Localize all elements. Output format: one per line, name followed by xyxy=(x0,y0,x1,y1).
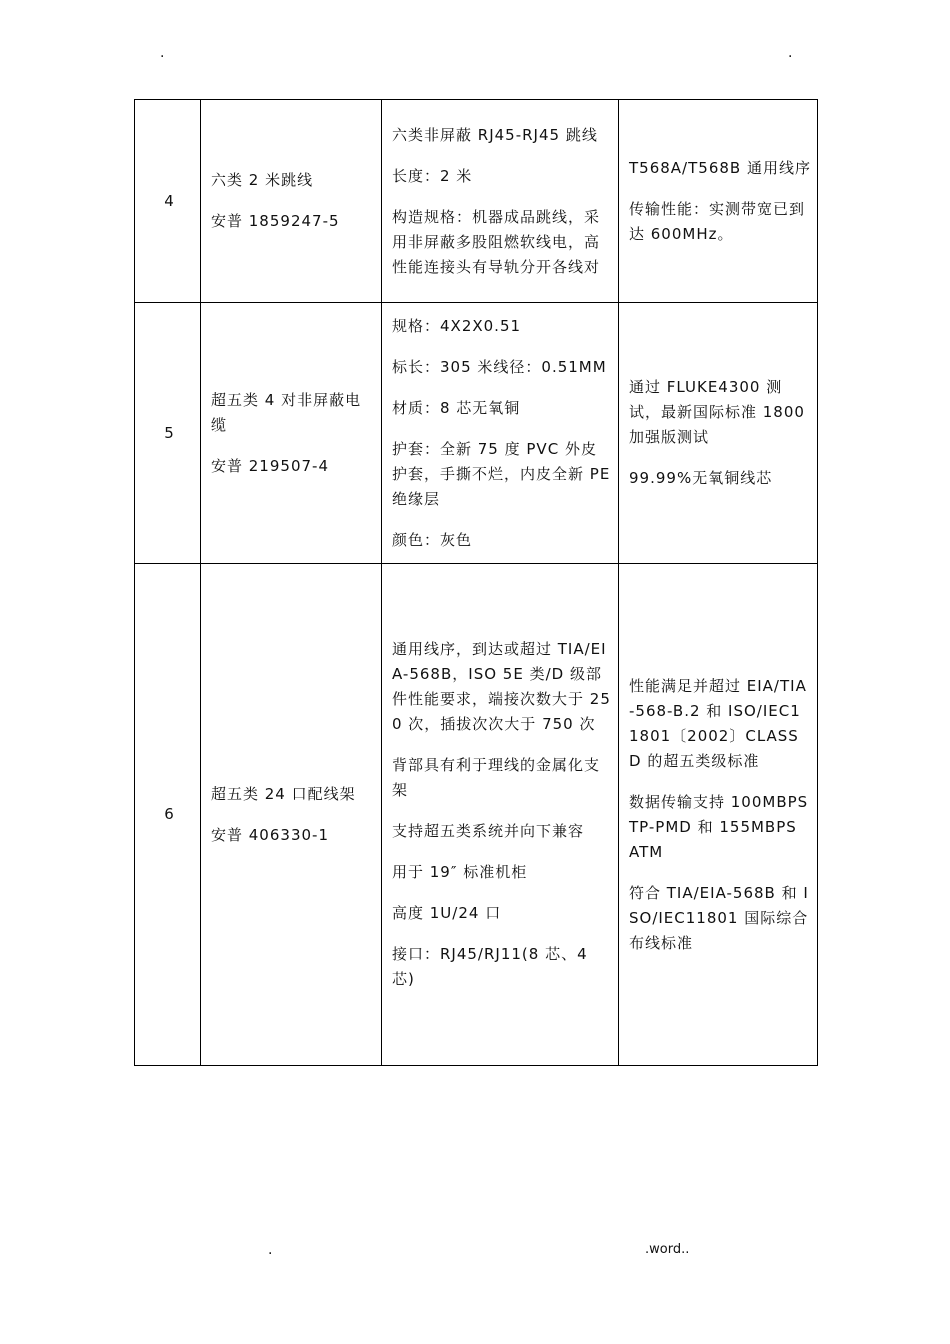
product-spec-table xyxy=(134,99,818,1066)
performance-line: 通过 FLUKE4300 测试，最新国际标准 1800 加强版测试 xyxy=(629,378,805,446)
product-name: 超五类 4 对非屏蔽电缆 xyxy=(211,390,362,434)
performance-line: 性能满足并超过 EIA/TIA-568-B.2 和 ISO/IEC11801〔2002〕CLASS D 的超五类级标准 xyxy=(629,676,807,770)
spec-line: 高度 1U/24 口 xyxy=(392,904,502,922)
row-number: 5 xyxy=(135,303,201,564)
spec-line: 材质：8 芯无氧铜 xyxy=(392,398,521,417)
product-name-cell xyxy=(201,100,382,303)
spec-line: 接口：RJ45/RJ11(8 芯、4 芯) xyxy=(392,945,588,988)
spec-line: 构造规格：机器成品跳线，采用非屏蔽多股阻燃软线电，高性能连接头有导轨分开各线对 xyxy=(392,207,601,276)
row-number: 6 xyxy=(135,564,201,1066)
table-row xyxy=(135,303,818,564)
footer-left-mark: . xyxy=(268,1242,273,1258)
spec-line: 标长：305 米线径：0.51MM xyxy=(392,357,607,376)
spec-line: 长度：2 米 xyxy=(392,166,473,185)
spec-line: 用于 19″ 标准机柜 xyxy=(392,863,528,881)
table-row xyxy=(135,564,818,1066)
product-name-cell xyxy=(201,303,382,564)
performance-cell xyxy=(619,303,818,564)
performance-line: 99.99%无氧铜线芯 xyxy=(629,469,773,487)
spec-line: 规格：4X2X0.51 xyxy=(392,316,522,335)
product-model: 安普 219507-4 xyxy=(211,456,329,475)
spec-cell xyxy=(382,100,619,303)
spec-cell xyxy=(382,303,619,564)
spec-line: 背部具有利于理线的金属化支架 xyxy=(392,756,601,799)
performance-cell xyxy=(619,564,818,1066)
product-name-cell xyxy=(201,564,382,1066)
spec-line: 六类非屏蔽 RJ45-RJ45 跳线 xyxy=(392,125,598,144)
product-name: 六类 2 米跳线 xyxy=(211,171,314,189)
product-model: 安普 1859247-5 xyxy=(211,212,340,230)
row-number: 4 xyxy=(135,100,201,303)
table-row xyxy=(135,100,818,303)
performance-line: T568A/T568B 通用线序 xyxy=(629,158,811,177)
header-left-mark: . xyxy=(160,45,165,61)
performance-line: 传输性能：实测带宽已到达 600MHz。 xyxy=(629,199,806,243)
product-model: 安普 406330-1 xyxy=(211,825,329,844)
spec-line: 颜色：灰色 xyxy=(392,530,473,549)
spec-cell xyxy=(382,564,619,1066)
spec-line: 通用线序，到达或超过 TIA/EIA-568B，ISO 5E 类/D 级部件性能要求，端接次数大于 250 次，插拔次次大于 750 次 xyxy=(392,640,611,733)
performance-cell xyxy=(619,100,818,303)
header-right-mark: . xyxy=(788,45,793,61)
performance-line: 符合 TIA/EIA-568B 和 ISO/IEC11801 国际综合布线标准 xyxy=(629,883,809,952)
spec-line: 护套：全新 75 度 PVC 外皮护套，手撕不烂，内皮全新 PE 绝缘层 xyxy=(392,439,611,508)
footer-word-mark: .word.. xyxy=(645,1242,690,1257)
performance-line: 数据传输支持 100MBPS TP-PMD 和 155MBPS ATM xyxy=(629,792,809,861)
spec-line: 支持超五类系统并向下兼容 xyxy=(392,822,585,840)
product-name: 超五类 24 口配线架 xyxy=(211,784,356,803)
